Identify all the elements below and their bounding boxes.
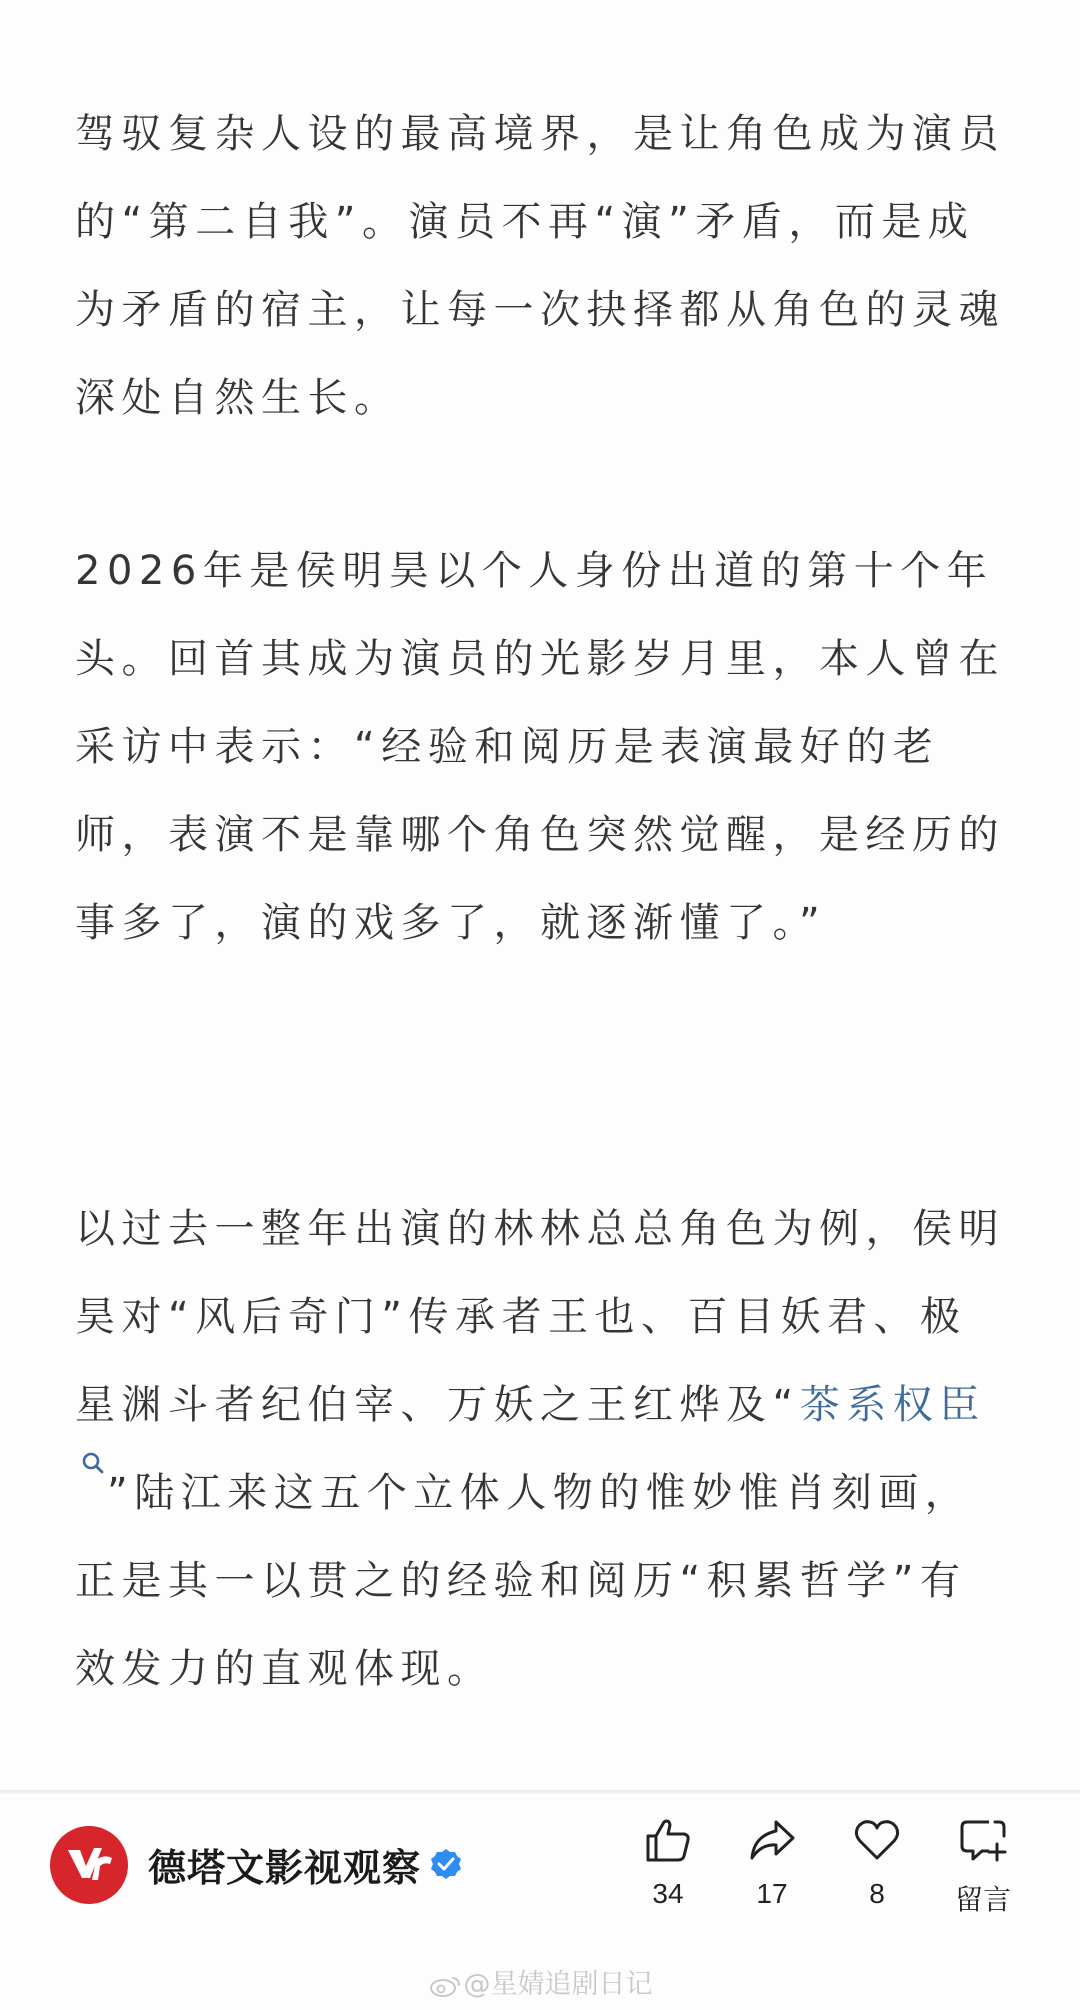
paragraph: 驾驭复杂人设的最高境界，是让角色成为演员的“第二自我”。演员不再“演”矛盾，而是成为矛盾的宿主，让每一次抉择都从角色的灵魂深处自然生长。	[75, 111, 1005, 421]
verified-badge-icon	[429, 1847, 463, 1881]
comment-plus-icon	[957, 1814, 1009, 1866]
avatar[interactable]	[50, 1826, 128, 1904]
paragraph-text: 以过去一整年出演的林林总总角色为例，侯明昊对“风后奇门”传承者王也、百目妖君、极星渊斗者纪伯宰、万妖之王红烨及“	[75, 1206, 1005, 1428]
search-icon[interactable]	[79, 1450, 107, 1478]
share-arrow-icon	[746, 1814, 798, 1866]
topic-link[interactable]: 茶系权臣	[799, 1382, 986, 1428]
share-count: 17	[756, 1878, 788, 1909]
avatar-logo-icon	[50, 1826, 128, 1904]
paragraph: 2026年是侯明昊以个人身份出道的第十个年头。回首其成为演员的光影岁月里，本人曾在采访中表示：“经验和阅历是表演最好的老师，表演不是靠哪个角色突然觉醒，是经历的事多了，演的戏多了，就逐渐懂了。”	[75, 548, 1005, 946]
comment-button[interactable]	[933, 1814, 1033, 1918]
favorite-count: 8	[869, 1878, 885, 1909]
like-count: 34	[652, 1878, 684, 1909]
paragraph	[75, 1185, 1005, 1713]
author-name[interactable]	[148, 1834, 463, 1894]
weibo-logo-icon	[428, 1974, 462, 1998]
thumbs-up-icon	[642, 1814, 694, 1866]
watermark	[0, 1962, 1080, 2001]
watermark-text: @星婧追剧日记	[463, 1969, 653, 2000]
comment-label: 留言	[954, 1883, 1011, 1916]
heart-icon	[851, 1814, 903, 1866]
paragraph-text: ”陆江来这五个立体人物的惟妙惟肖刻画，正是其一以贯之的经验和阅历“积累哲学”有效发力的直观体现。	[75, 1470, 972, 1692]
like-button[interactable]	[618, 1814, 718, 1910]
share-button[interactable]	[722, 1814, 822, 1910]
favorite-button[interactable]	[827, 1814, 927, 1910]
author-name-text: 德塔文影视观察	[148, 1845, 422, 1890]
